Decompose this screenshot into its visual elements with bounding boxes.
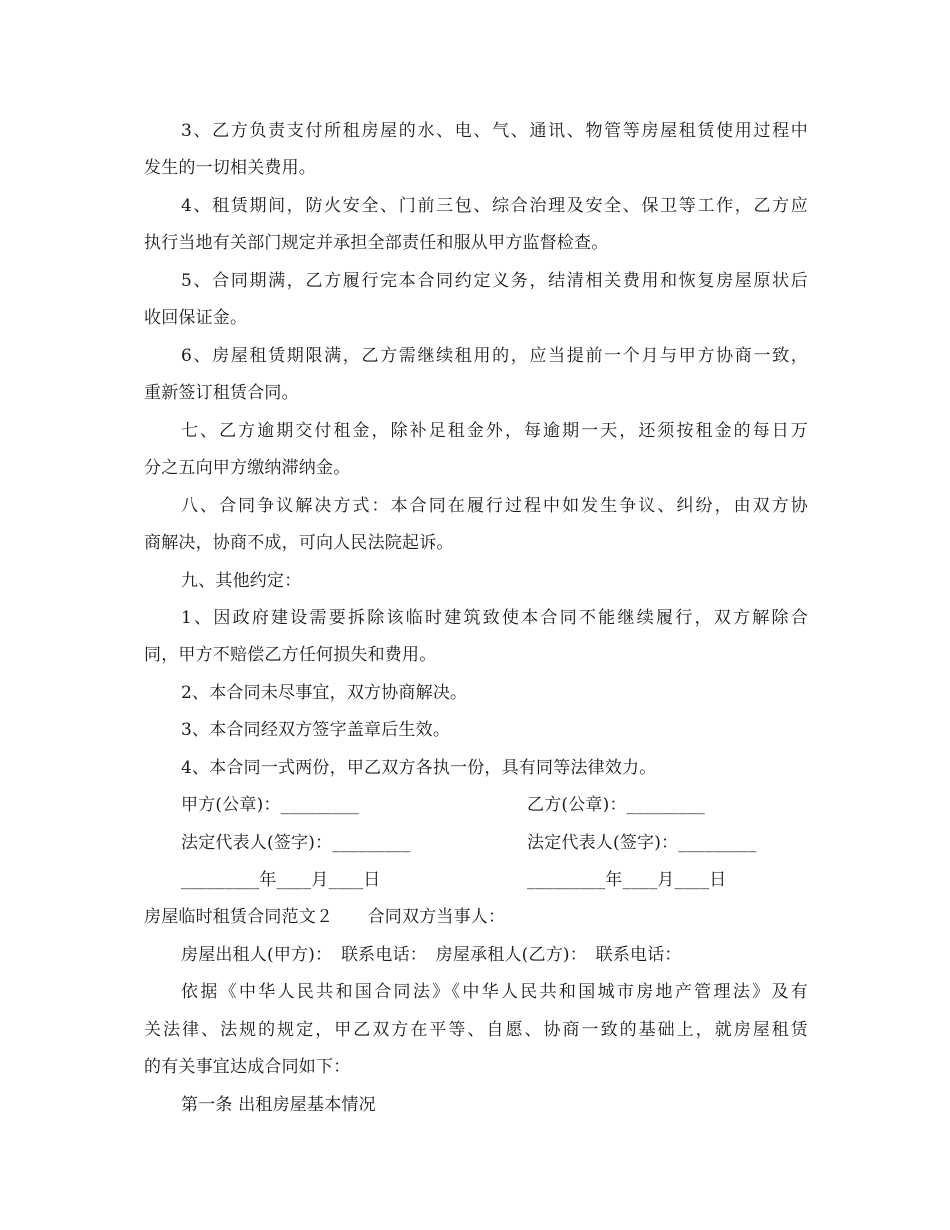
clause-4-line-1: 4、租赁期间，防火安全、门前三包、综合治理及安全、保卫等工作，乙方应 <box>181 196 808 216</box>
basis-line-3: 的有关事宜达成合同如下： <box>144 1057 351 1077</box>
clause-6-line-1: 6、房屋租赁期限满，乙方需继续租用的，应当提前一个月与甲方协商一致， <box>181 346 808 366</box>
party-b-representative: 法定代表人(签字)：_________ <box>527 833 757 853</box>
clause-4-line-2: 执行当地有关部门规定并承担全部责任和服从甲方监督检查。 <box>144 233 609 253</box>
other-item-1-line-2: 同，甲方不赔偿乙方任何损失和费用。 <box>144 645 437 665</box>
other-item-4: 4、本合同一式两份，甲乙双方各执一份，具有同等法律效力。 <box>181 758 657 778</box>
clause-7-line-1: 七、乙方逾期交付租金，除补足租金外，每逾期一天，还须按租金的每日万 <box>181 421 808 441</box>
party-b-date: _________年____月____日 <box>527 870 727 890</box>
other-item-3: 3、本合同经双方签字盖章后生效。 <box>181 720 451 740</box>
clause-5-line-1: 5、合同期满，乙方履行完本合同约定义务，结清相关费用和恢复房屋原状后 <box>181 271 808 291</box>
clause-3-line-2: 发生的一切相关费用。 <box>144 158 316 178</box>
article-one-heading: 第一条 出租房屋基本情况 <box>181 1095 376 1115</box>
clause-8-line-2: 商解决，协商不成，可向人民法院起诉。 <box>144 533 454 553</box>
clause-8-line-1: 八、合同争议解决方式：本合同在履行过程中如发生争议、纠纷，由双方协 <box>181 496 808 516</box>
clause-9-heading: 九、其他约定： <box>181 571 302 591</box>
other-item-2: 2、本合同未尽事宜，双方协商解决。 <box>181 683 468 703</box>
second-contract-title: 房屋临时租赁合同范文２ 合同双方当事人： <box>144 907 506 927</box>
second-contract-parties: 房屋出租人(甲方)： 联系电话： 房屋承租人(乙方)： 联系电话： <box>181 945 682 965</box>
basis-line-2: 关法律、法规的规定，甲乙双方在平等、自愿、协商一致的基础上，就房屋租赁 <box>144 1020 808 1040</box>
other-item-1-line-1: 1、因政府建设需要拆除该临时建筑致使本合同不能继续履行，双方解除合 <box>181 608 808 628</box>
clause-3-line-1: 3、乙方负责支付所租房屋的水、电、气、通讯、物管等房屋租赁使用过程中 <box>181 121 808 141</box>
party-a-seal: 甲方(公章)：_________ <box>181 795 359 815</box>
clause-7-line-2: 分之五向甲方缴纳滞纳金。 <box>144 458 351 478</box>
party-a-representative: 法定代表人(签字)：_________ <box>181 833 411 853</box>
party-b-seal: 乙方(公章)：_________ <box>527 795 705 815</box>
party-a-date: _________年____月____日 <box>181 870 381 890</box>
clause-5-line-2: 收回保证金。 <box>144 308 248 328</box>
clause-6-line-2: 重新签订租赁合同。 <box>144 383 299 403</box>
basis-line-1: 依据《中华人民共和国合同法》《中华人民共和国城市房地产管理法》及有 <box>181 982 808 1002</box>
